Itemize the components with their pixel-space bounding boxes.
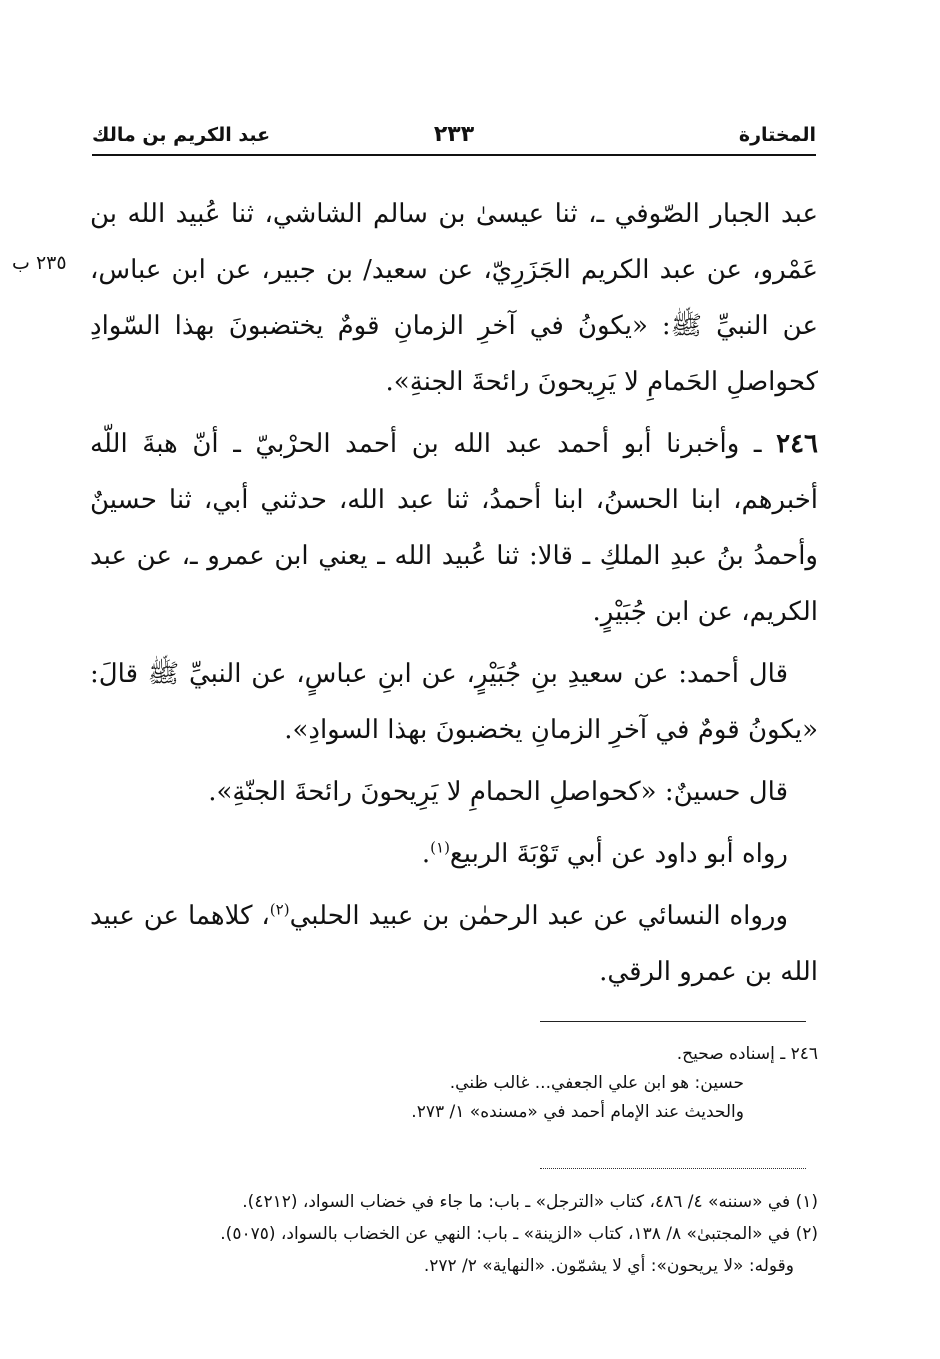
book-title: المختارة — [738, 124, 816, 146]
paragraph-ahmad: قال أحمد: عن سعيدِ بنِ جُبَيْرٍ، عن ابنِ عباسٍ، عن النبيِّ ﷺ قالَ: «يكونُ قومٌ في آخرِ الزمانِ يخضبونَ بهذا السوادِ». — [90, 659, 818, 745]
manuscript-folio-note: ٢٣٥ ب — [12, 252, 67, 274]
note-husayn: حسين: هو ابن علي الجعفي... غالب ظني. — [449, 1073, 744, 1093]
footnote-ref-1[interactable]: (١) — [430, 838, 450, 857]
hadith-number: ٢٤٦ — [776, 429, 819, 459]
chapter-title: عبد الكريم بن مالك — [92, 124, 271, 146]
editor-notes — [90, 1040, 818, 1127]
abu-dawud-text: رواه أبو داود عن أبي تَوْبَةَ الربيع — [449, 839, 788, 869]
paragraph-1: عبد الجبار الصّوفي ـ، ثنا عيسىٰ بن سالم الشاشي، ثنا عُبيد الله بن عَمْرو، عن عبد الكريم الجَزَرِيّ، عن سعيد/ بن جبير، عن ابن عباس، عن النبيِّ ﷺ: «يكونُ في آخرِ الزمانِ قومٌ يختضبونَ بهذا السّوادِ كحواصلِ الحَمامِ لا يَرِيحونَ رائحةَ الجنةِ». — [90, 199, 818, 397]
hadith-246-text: ـ وأخبرنا أبو أحمد عبد الله بن أحمد الحرْبيّ ـ أنّ هبةَ اللّه أخبرهم، ابنا الحسنُ، ابنا أحمدُ، ثنا عبد الله، حدثني أبي، ثنا حسينٌ وأحمدُ بنُ عبدِ الملكِ ـ قالا: ثنا عُبيد الله ـ يعني ابن عمرو ـ، عن عبد الكريم، عن ابن جُبَيْرٍ. — [90, 429, 818, 627]
nasai-end: ، كلاهما عن عبيد الله بن عمرو الرقي. — [90, 901, 818, 987]
footnotes-separator — [540, 1168, 806, 1169]
footnote-2: (٢) في «المجتبىٰ» ٨/ ١٣٨، كتاب «الزينة» ـ باب: النهي عن الخضاب بالسواد، (٥٠٧٥). — [220, 1224, 818, 1244]
footnotes — [90, 1186, 818, 1282]
running-header — [92, 120, 816, 156]
paragraph-hadith-246 — [90, 416, 818, 640]
paragraph-nasai — [90, 888, 818, 1000]
footnote-ref-2[interactable]: (٢) — [269, 900, 290, 919]
footnote-2-continued: وقوله: «لا يريحون»: أي لا يشمّون. «النهاية» ٢/ ٢٧٢. — [423, 1256, 794, 1276]
abu-dawud-end: . — [421, 839, 431, 869]
paragraph-abu-dawud — [90, 826, 818, 882]
nasai-text: ورواه النسائي عن عبد الرحمٰن بن عبيد الحلبي — [289, 901, 788, 931]
notes-separator — [540, 1021, 806, 1022]
paragraph-husayn: قال حسينٌ: «كحواصلِ الحمامِ لا يَرِيحونَ رائحةَ الجنّةِ». — [208, 777, 788, 807]
footnote-1: (١) في «سننه» ٤/ ٤٨٦، كتاب «الترجل» ـ باب: ما جاء في خضاب السواد، (٤٢١٢). — [242, 1192, 818, 1212]
page-number: ٢٣٣ — [433, 122, 475, 147]
note-musnad: والحديث عند الإمام أحمد في «مسنده» ١/ ٢٧٣. — [411, 1102, 744, 1122]
main-text — [90, 186, 818, 1006]
note-isnad: ٢٤٦ ـ إسناده صحيح. — [676, 1044, 818, 1064]
